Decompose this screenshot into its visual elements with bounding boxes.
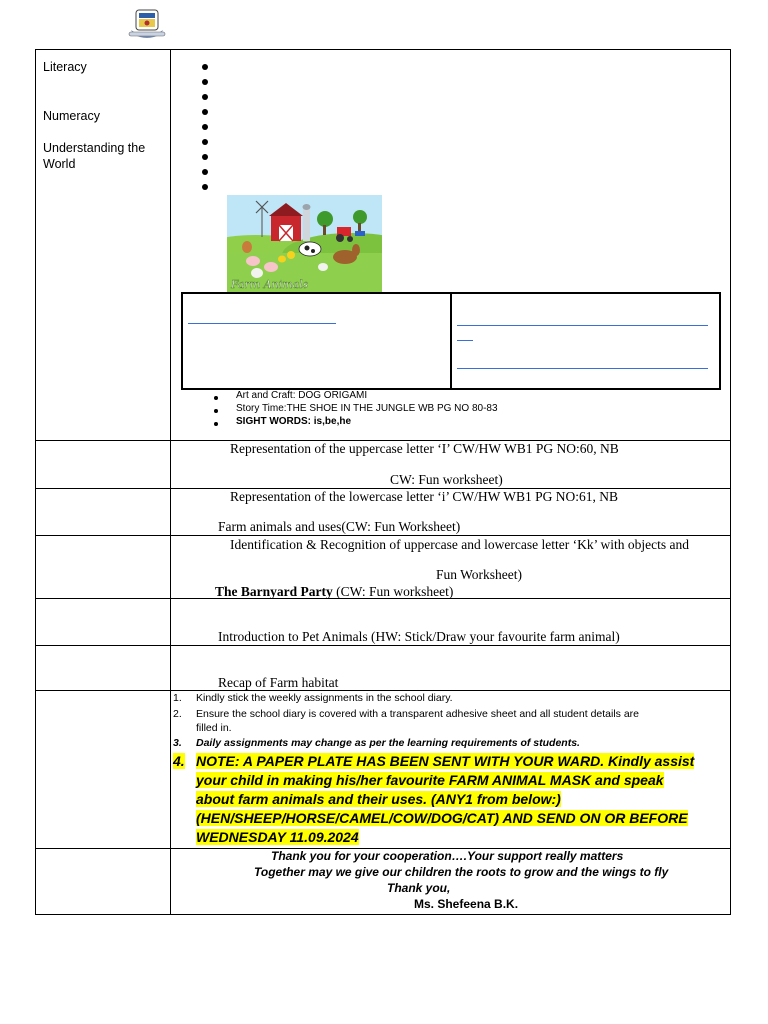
- note4-num: 4.: [173, 753, 185, 769]
- row-divider: [35, 645, 731, 646]
- sight-words-value: is,be,he: [311, 416, 352, 427]
- label-literacy: Literacy: [43, 60, 87, 74]
- bullet: [202, 154, 208, 160]
- link-underline: [457, 340, 473, 341]
- row3-line1: Identification & Recognition of uppercase and lowercase letter ‘Kk’ with objects and: [230, 537, 689, 552]
- bullet: [202, 139, 208, 145]
- note3-text: Daily assignments may change as per the learning requirements of students.: [196, 737, 580, 749]
- note1-num: 1.: [173, 692, 182, 704]
- closing-line3: Thank you,: [387, 881, 451, 895]
- row3-line3: [215, 584, 453, 600]
- note1-text: Kindly stick the weekly assignments in the school diary.: [196, 692, 453, 704]
- label-understanding-world-2: World: [43, 157, 76, 171]
- label-understanding-world: Understanding the: [43, 141, 146, 155]
- note2-num: 2.: [173, 708, 182, 720]
- activity-story: Story Time:THE SHOE IN THE JUNGLE WB PG NO 80-83: [236, 403, 498, 414]
- link-underline: [457, 325, 708, 326]
- bullet: [202, 169, 208, 175]
- row3-bold: The Barnyard Party: [215, 584, 333, 599]
- image-caption: Farm Animals: [231, 278, 309, 291]
- activity-sight-words: [236, 416, 351, 427]
- row1-line1: Representation of the uppercase letter ‘I’ CW/HW WB1 PG NO:60, NB: [230, 441, 619, 456]
- bullet: [202, 124, 208, 130]
- bullet: [202, 109, 208, 115]
- note4-line5: WEDNESDAY 11.09.2024: [196, 829, 359, 845]
- closing-line2: Together may we give our children the roots to grow and the wings to fly: [254, 865, 669, 879]
- note2-line2: filled in.: [196, 722, 232, 734]
- signature-name: Ms. Shefeena B.K.: [414, 897, 519, 911]
- note3-num: 3.: [173, 737, 182, 749]
- link-underline: [457, 368, 708, 369]
- note4-line1: NOTE: A PAPER PLATE HAS BEEN SENT WITH YOUR WARD. Kindly assist: [196, 753, 695, 769]
- note2-line1: Ensure the school diary is covered with a transparent adhesive sheet and all student details are: [196, 708, 640, 720]
- bullet: [202, 94, 208, 100]
- farm-animals-image: [227, 195, 382, 292]
- row3-line2: Fun Worksheet): [436, 567, 523, 582]
- bullet: [214, 409, 218, 413]
- note4-line2: your child in making his/her favourite FARM ANIMAL MASK and speak: [196, 772, 664, 788]
- row1-line2: CW: Fun worksheet): [390, 472, 503, 487]
- note4-line4: (HEN/SHEEP/HORSE/CAMEL/COW/DOG/CAT) AND SEND ON OR BEFORE: [196, 810, 688, 826]
- activity-art: Art and Craft: DOG ORIGAMI: [236, 390, 368, 401]
- row3-rest: (CW: Fun worksheet): [332, 584, 454, 599]
- label-numeracy: Numeracy: [43, 109, 100, 123]
- box-divider: [450, 292, 452, 390]
- closing-line1: Thank you for your cooperation….Your support really matters: [271, 849, 624, 863]
- row-divider: [35, 690, 731, 691]
- row5-text: Recap of Farm habitat: [218, 675, 339, 690]
- row2-line1: Representation of the lowercase letter ‘i’ CW/HW WB1 PG NO:61, NB: [230, 489, 619, 504]
- bullet: [214, 396, 218, 400]
- sight-words-label: SIGHT WORDS:: [236, 416, 311, 427]
- link-underline: [188, 323, 336, 324]
- bullet: [202, 79, 208, 85]
- bullet: [202, 64, 208, 70]
- note4-line3: about farm animals and their uses. (ANY1 from below:): [196, 791, 561, 807]
- column-divider: [170, 49, 171, 915]
- row4-text: Introduction to Pet Animals (HW: Stick/Draw your favourite farm animal): [218, 629, 620, 644]
- bullet: [202, 184, 208, 190]
- row2-line2: Farm animals and uses(CW: Fun Worksheet): [218, 519, 461, 534]
- bullet: [214, 422, 218, 426]
- row-divider: [35, 535, 731, 536]
- school-logo: [127, 6, 167, 40]
